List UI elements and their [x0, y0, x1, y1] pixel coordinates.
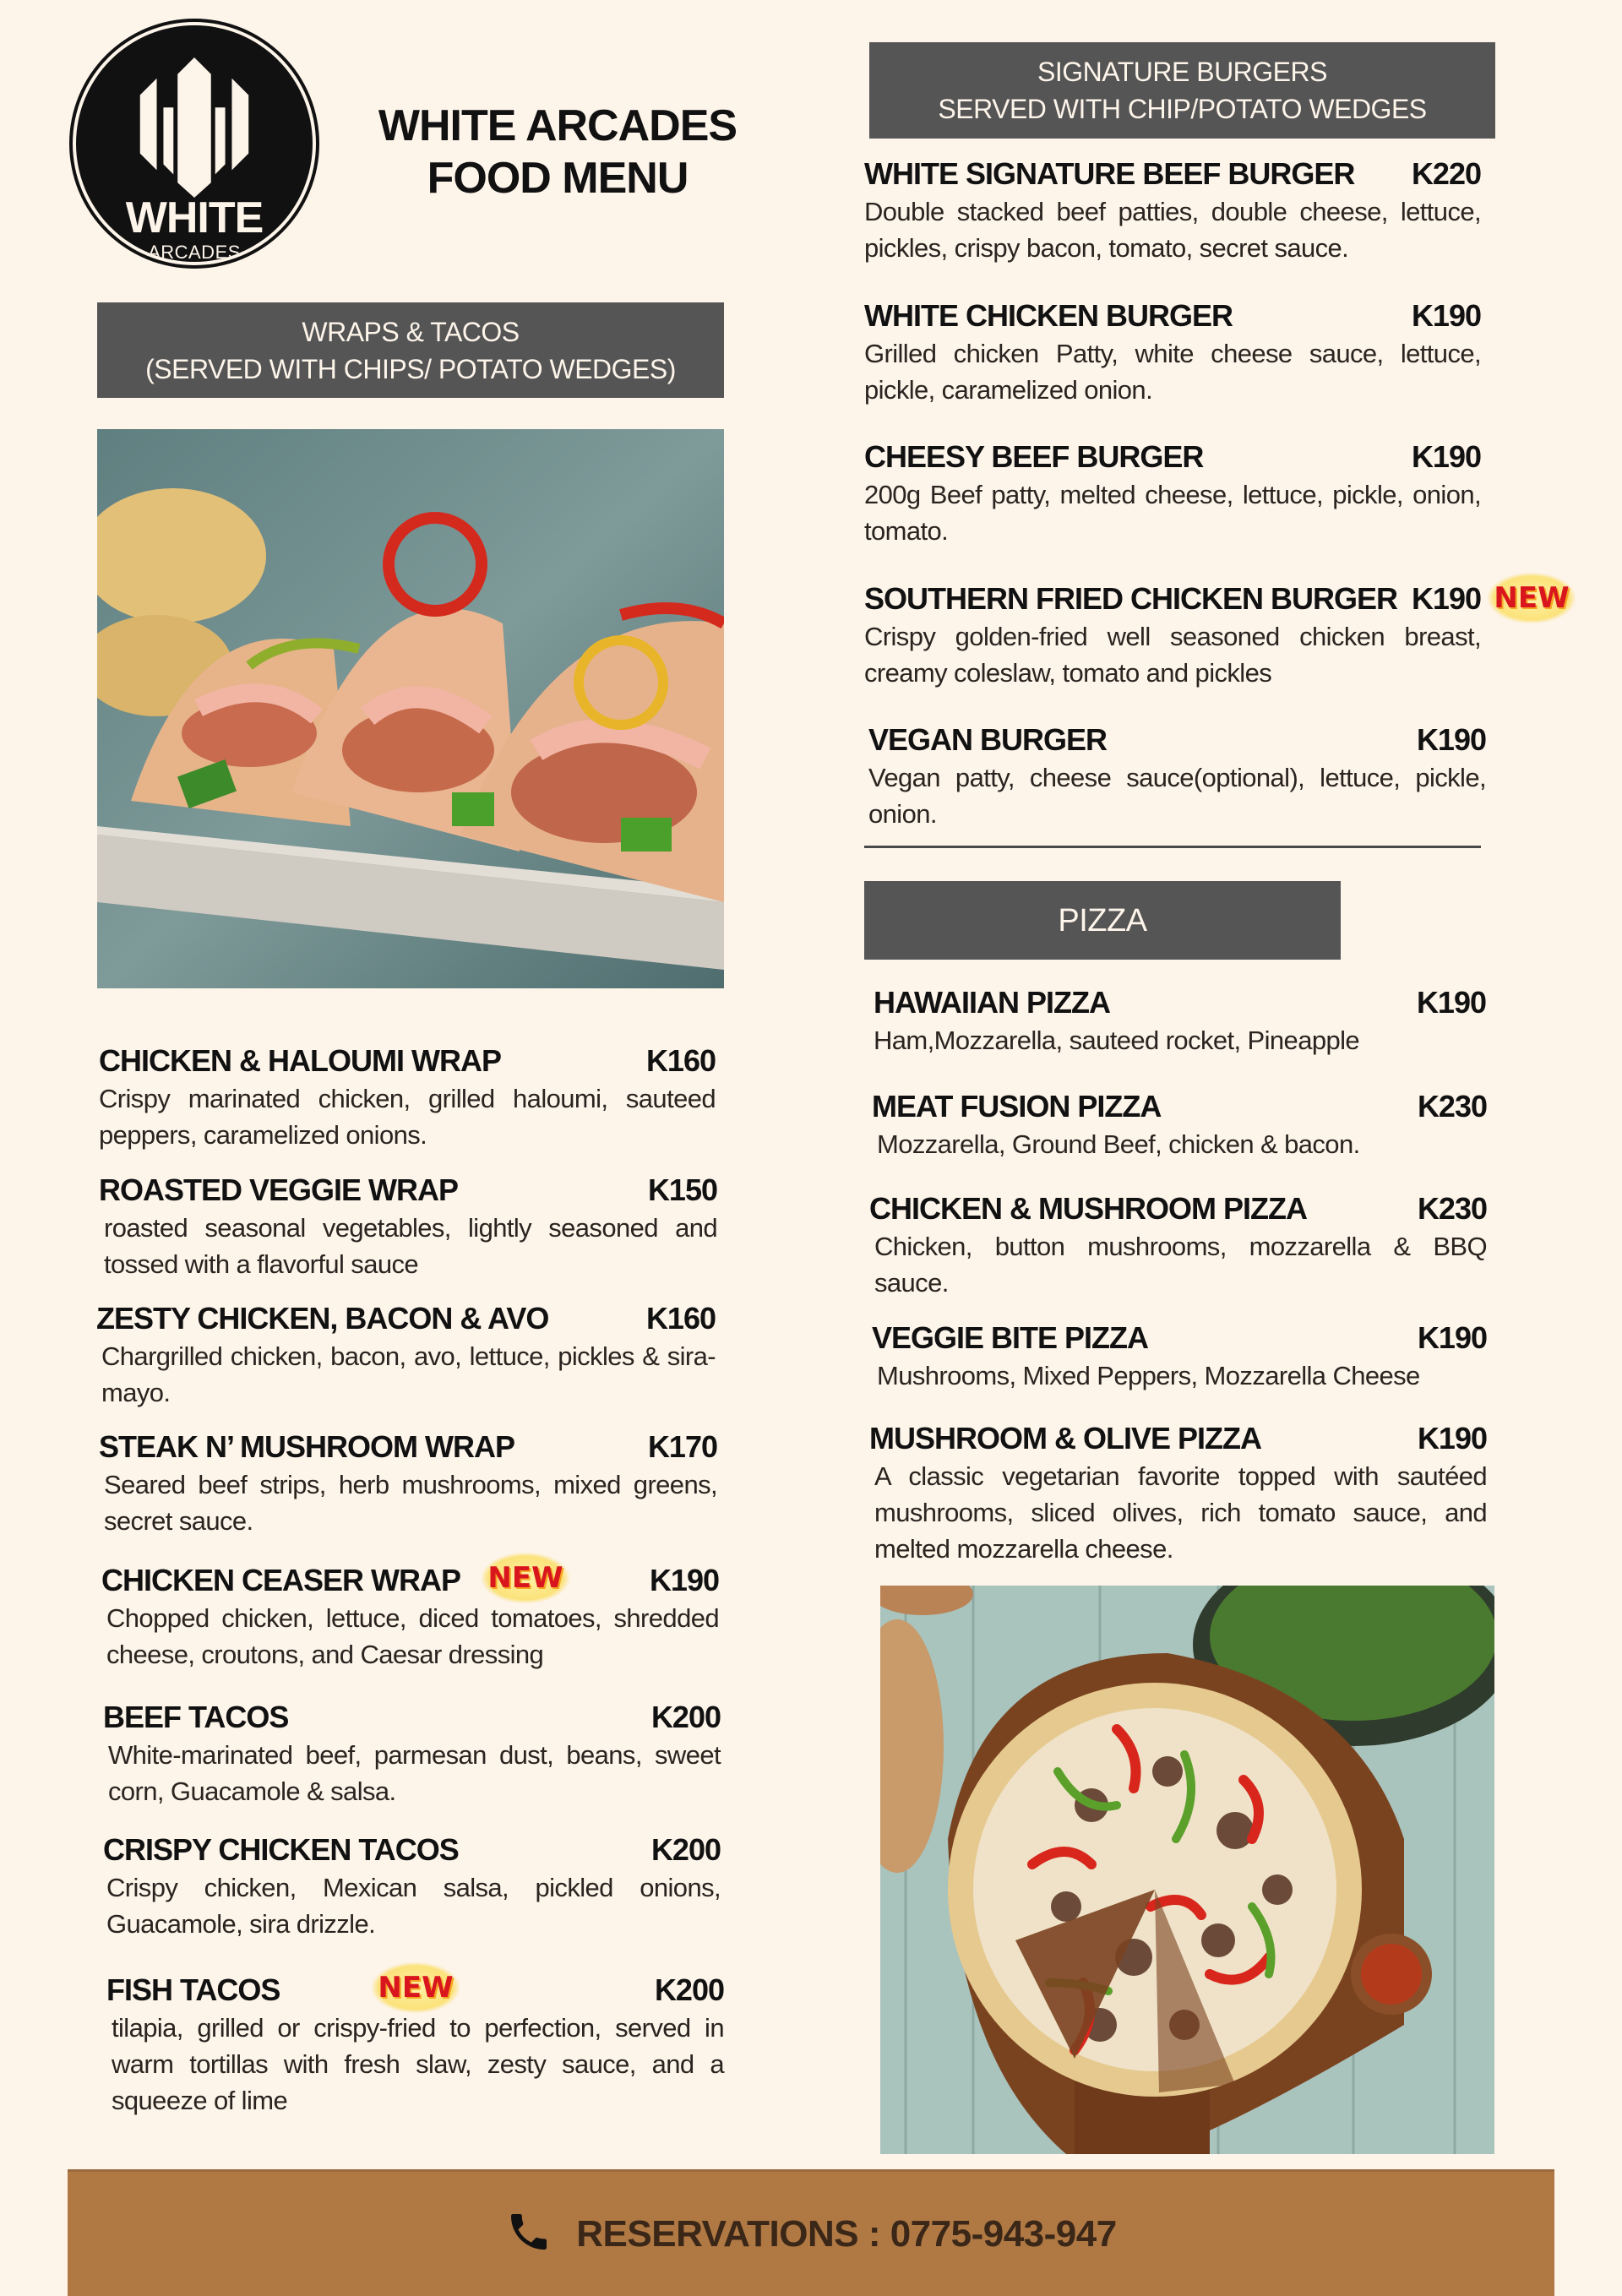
item-description: Seared beef strips, herb mushrooms, mixed greens, secret sauce. — [104, 1470, 717, 1536]
logo-mark-icon — [131, 57, 258, 199]
item-price: K190 — [1416, 985, 1486, 1020]
new-badge: NEW — [482, 1553, 569, 1603]
menu-item — [864, 579, 1570, 691]
item-description: Grilled chicken Patty, white cheese sauce, lettuce, pickle, caramelized onion. — [864, 339, 1481, 405]
logo-subtitle: ARCADES — [148, 242, 241, 262]
item-price: K200 — [650, 1700, 721, 1734]
item-name: CHICKEN & MUSHROOM PIZZA — [869, 1191, 1307, 1226]
phone-icon — [505, 2208, 552, 2260]
menu-item — [106, 1971, 724, 2119]
menu-item — [872, 1319, 1487, 1394]
item-name: VEGAN BURGER — [868, 722, 1108, 757]
item-description: Chopped chicken, lettuce, diced tomatoes, shredded cheese, croutons, and Caesar dressing — [106, 1603, 719, 1669]
item-name: WHITE SIGNATURE BEEF BURGER — [864, 156, 1355, 191]
item-price: K190 — [1416, 722, 1486, 757]
pizza-photo — [880, 1586, 1494, 2154]
item-description: 200g Beef patty, melted cheese, lettuce, pickle, onion, tomato. — [864, 480, 1481, 546]
menu-item — [864, 155, 1481, 266]
title-line-2: FOOD MENU — [427, 154, 689, 203]
item-price: K190 — [1411, 298, 1481, 333]
item-description: Crispy chicken, Mexican salsa, pickled onions, Guacamole, sira drizzle. — [106, 1873, 721, 1939]
item-description: Crispy marinated chicken, grilled haloumi, sauteed peppers, caramelized onions. — [99, 1084, 716, 1150]
logo-wordmark: WHITE — [125, 193, 264, 242]
section-title: WRAPS & TACOS — [302, 316, 520, 347]
reservations-footer — [68, 2169, 1554, 2296]
menu-item — [99, 1171, 717, 1282]
item-price: K230 — [1417, 1089, 1487, 1124]
item-name: MUSHROOM & OLIVE PIZZA — [869, 1421, 1261, 1455]
menu-item — [868, 721, 1486, 832]
item-price: K190 — [1417, 1320, 1487, 1355]
item-name: ROASTED VEGGIE WRAP — [99, 1172, 459, 1207]
item-name: MEAT FUSION PIZZA — [872, 1089, 1162, 1124]
new-badge: NEW — [372, 1962, 460, 2013]
item-name: CHEESY BEEF BURGER — [864, 439, 1204, 474]
item-description: A classic vegetarian favorite topped with sautéed mushrooms, sliced olives, rich tomato sauce, and melted mozzarella cheese. — [874, 1461, 1487, 1564]
item-price: K190 — [649, 1563, 719, 1597]
menu-item — [864, 438, 1481, 549]
item-description: tilapia, grilled or crispy-fried to perfection, served in warm tortillas with fresh slaw, zesty sauce, and a squeeze of lime — [112, 2013, 724, 2115]
item-price: K190 — [1411, 581, 1481, 616]
menu-item — [103, 1831, 721, 1942]
item-name: CHICKEN & HALOUMI WRAP — [99, 1043, 501, 1078]
menu-item — [99, 1042, 716, 1153]
item-price: K190 — [1411, 439, 1481, 474]
item-price: K230 — [1417, 1191, 1487, 1226]
menu-item — [869, 1189, 1487, 1301]
section-title: PIZZA — [1058, 902, 1147, 939]
item-description: Mozzarella, Ground Beef, chicken & bacon. — [877, 1129, 1360, 1159]
item-name: VEGGIE BITE PIZZA — [872, 1320, 1149, 1355]
item-price: K160 — [645, 1043, 716, 1078]
menu-item — [99, 1428, 717, 1539]
page-title — [372, 100, 743, 204]
tacos-photo — [97, 429, 724, 988]
item-name: WHITE CHICKEN BURGER — [864, 298, 1233, 333]
reservations-phone[interactable]: RESERVATIONS : 0775-943-947 — [576, 2212, 1117, 2255]
item-description: White-marinated beef, parmesan dust, beans, sweet corn, Guacamole & salsa. — [108, 1740, 721, 1806]
brand-logo — [76, 25, 313, 262]
new-badge: NEW — [1488, 573, 1576, 623]
item-name: STEAK N’ MUSHROOM WRAP — [99, 1429, 515, 1464]
item-name: SOUTHERN FRIED CHICKEN BURGER — [864, 581, 1398, 616]
item-name: CRISPY CHICKEN TACOS — [103, 1832, 459, 1867]
section-divider — [864, 846, 1481, 848]
section-subtitle: SERVED WITH CHIP/POTATO WEDGES — [938, 94, 1427, 124]
item-name: BEEF TACOS — [103, 1700, 289, 1734]
item-price: K170 — [647, 1429, 717, 1464]
item-price: K200 — [654, 1972, 724, 2007]
item-name: CHICKEN CEASER WRAP — [101, 1563, 461, 1597]
item-description: Mushrooms, Mixed Peppers, Mozzarella Cheese — [877, 1361, 1420, 1390]
menu-item — [872, 1087, 1487, 1162]
title-line-1: WHITE ARCADES — [378, 101, 738, 150]
item-description: roasted seasonal vegetables, lightly seasoned and tossed with a flavorful sauce — [104, 1213, 717, 1279]
item-description: Crispy golden-fried well seasoned chicken breast, creamy coleslaw, tomato and pickles — [864, 622, 1481, 688]
item-description: Vegan patty, cheese sauce(optional), lettuce, pickle, onion. — [868, 763, 1486, 829]
item-price: K200 — [650, 1832, 721, 1867]
item-description: Chicken, button mushrooms, mozzarella & BBQ sauce. — [874, 1232, 1487, 1298]
item-name: HAWAIIAN PIZZA — [874, 985, 1110, 1020]
menu-item — [864, 297, 1481, 408]
section-header-wraps — [97, 302, 724, 398]
section-title: SIGNATURE BURGERS — [1037, 57, 1327, 87]
item-description: Chargrilled chicken, bacon, avo, lettuce, pickles & sira-mayo. — [101, 1341, 716, 1407]
item-description: Double stacked beef patties, double cheese, lettuce, pickles, crispy bacon, tomato, secret sauce. — [864, 197, 1481, 263]
item-name: ZESTY CHICKEN, BACON & AVO — [96, 1301, 549, 1336]
item-price: K150 — [647, 1172, 717, 1207]
section-header-burgers — [869, 42, 1495, 139]
item-price: K220 — [1411, 156, 1481, 191]
menu-item — [101, 1561, 719, 1673]
item-name: FISH TACOS — [106, 1972, 280, 2007]
menu-item — [96, 1299, 716, 1411]
menu-item — [869, 1419, 1487, 1567]
menu-item — [874, 983, 1486, 1058]
item-price: K160 — [645, 1301, 716, 1336]
item-description: Ham,Mozzarella, sauteed rocket, Pineapple — [874, 1026, 1360, 1055]
section-subtitle: (SERVED WITH CHIPS/ POTATO WEDGES) — [145, 353, 676, 384]
section-header-pizza — [864, 881, 1341, 960]
menu-item — [103, 1698, 721, 1809]
item-price: K190 — [1417, 1421, 1487, 1455]
